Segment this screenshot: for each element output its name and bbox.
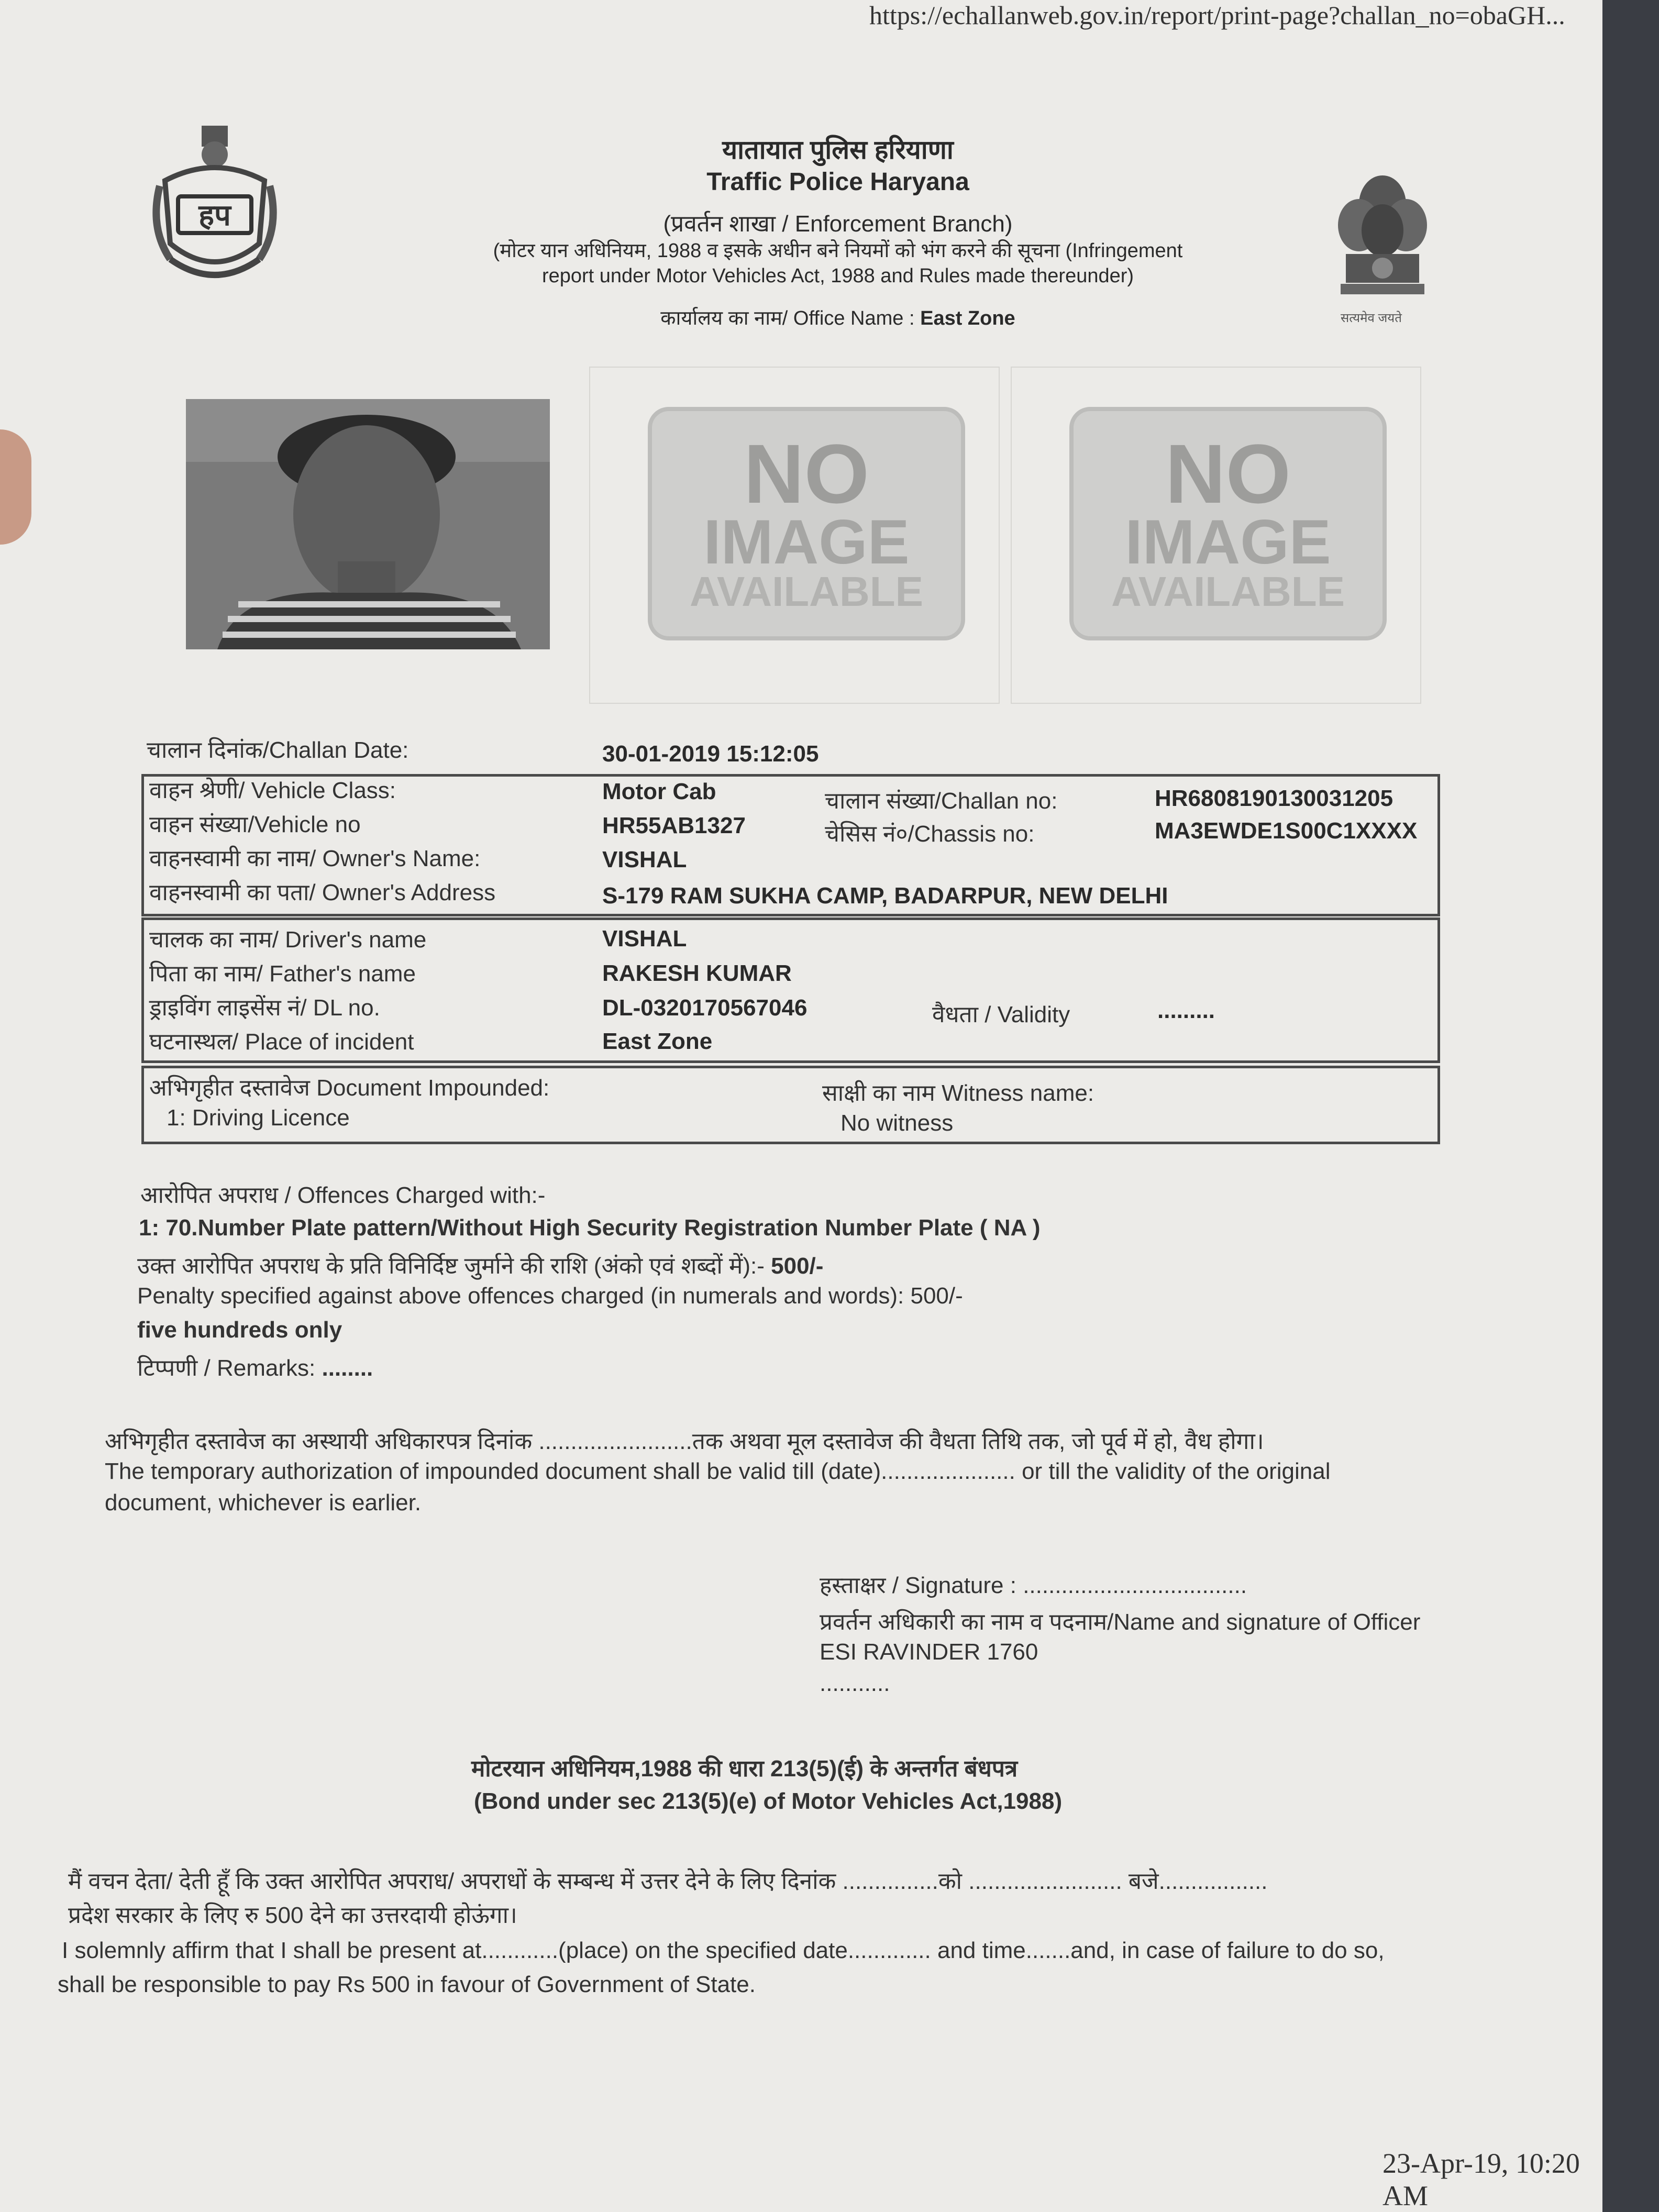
validity-label: वैधता / Validity — [932, 1002, 1070, 1027]
owner-address-label: वाहनस्वामी का पता/ Owner's Address — [149, 880, 496, 905]
witness-value: No witness — [840, 1110, 954, 1136]
penalty-words: five hundreds only — [137, 1317, 342, 1343]
penalty-hindi: उक्त आरोपित अपराध के प्रति विनिर्दिष्ट जुर्माने की राशि (अंको एवं शब्दों में):- 500/- — [137, 1253, 824, 1279]
office-name: कार्यालय का नाम/ Office Name : East Zone — [660, 307, 1015, 329]
haryana-police-emblem-icon — [149, 123, 280, 291]
officer-label: प्रवर्तन अधिकारी का नाम व पदनाम/Name and signature of Officer — [820, 1609, 1421, 1635]
father-name-value: RAKESH KUMAR — [602, 960, 792, 986]
vehicle-no-value: HR55AB1327 — [602, 813, 746, 838]
bond-hindi-1: मैं वचन देता/ देती हूँ कि उक्त आरोपित अपराध/ अपराधों के सम्बन्ध में उत्तर देने के लिए दिनांक ...............को ........................ बजे................. — [68, 1868, 1268, 1894]
offences-heading: आरोपित अपराध / Offences Charged with:- — [140, 1182, 546, 1208]
emblem-caption: सत्यमेव जयते — [1341, 311, 1402, 325]
impounded-value: 1: Driving Licence — [167, 1105, 350, 1131]
authorization-english-2: document, whichever is earlier. — [105, 1490, 422, 1516]
bond-title-english: (Bond under sec 213(5)(e) of Motor Vehicles Act,1988) — [474, 1788, 1063, 1814]
page-shadow — [1602, 0, 1659, 2212]
driver-name-value: VISHAL — [602, 926, 687, 952]
vehicle-no-label: वाहन संख्या/Vehicle no — [149, 812, 361, 837]
offence-item: 1: 70.Number Plate pattern/Without High Security Registration Number Plate ( NA ) — [139, 1215, 1041, 1241]
officer-name: ESI RAVINDER 1760 — [820, 1639, 1038, 1665]
title-hindi: यातायात पुलिस हरियाणा — [722, 135, 954, 164]
authorization-english-1: The temporary authorization of impounded document shall be valid till (date)..................... or till the validity of the original — [105, 1458, 1331, 1484]
bond-english-1: I solemnly affirm that I shall be present at............(place) on the specified date............. and time.......and, in case of failure to do so, — [62, 1938, 1385, 1963]
bond-title-hindi: मोटरयान अधिनियम,1988 की धारा 213(5)(ई) के अन्तर्गत बंधपत्र — [471, 1756, 1018, 1782]
branch-line: (प्रवर्तन शाखा / Enforcement Branch) — [663, 211, 1013, 237]
challan-no-label: चालान संख्या/Challan no: — [825, 788, 1058, 814]
owner-name-value: VISHAL — [602, 847, 687, 872]
penalty-english: Penalty specified against above offences charged (in numerals and words): 500/- — [137, 1283, 963, 1309]
print-timestamp: 23-Apr-19, 10:20 AM — [1382, 2148, 1580, 2211]
authorization-hindi: अभिगृहीत दस्तावेज का अस्थायी अधिकारपत्र दिनांक ........................तक अथवा मूल दस्तावेज की वैधता तिथि तक, जो पूर्व में हो, वैध होगा। — [105, 1429, 1264, 1454]
vehicle-class-label: वाहन श्रेणी/ Vehicle Class: — [149, 778, 396, 803]
dl-no-value: DL-0320170567046 — [602, 995, 808, 1021]
page-url[interactable]: https://echallanweb.gov.in/report/print-page?challan_no=obaGH... — [869, 1, 1565, 30]
owner-name-label: वाहनस्वामी का नाम/ Owner's Name: — [149, 846, 481, 871]
owner-address-value: S-179 RAM SUKHA CAMP, BADARPUR, NEW DELHI — [602, 883, 1168, 909]
image-frame-1 — [589, 367, 1000, 704]
emblem-text: हप — [198, 198, 231, 233]
bond-english-2: shall be responsible to pay Rs 500 in favour of Government of State. — [58, 1972, 756, 1997]
witness-label: साक्षी का नाम Witness name: — [822, 1080, 1094, 1106]
no-image-placeholder: NO IMAGE AVAILABLE — [648, 407, 965, 640]
challan-no-value: HR6808190130031205 — [1155, 786, 1393, 811]
place-label: घटनास्थल/ Place of incident — [149, 1029, 414, 1055]
finger-edge — [0, 429, 31, 545]
chassis-no-value: MA3EWDE1S00C1XXXX — [1155, 818, 1418, 844]
officer-dots: ........... — [820, 1671, 890, 1696]
national-emblem-icon — [1330, 168, 1435, 330]
title-english: Traffic Police Haryana — [706, 168, 969, 196]
challan-date-label: चालान दिनांक/Challan Date: — [147, 737, 409, 763]
place-value: East Zone — [602, 1028, 713, 1054]
chassis-no-label: चेसिस नं०/Chassis no: — [825, 821, 1035, 847]
bond-hindi-2: प्रदेश सरकार के लिए रु 500 देने का उत्तरदायी होऊंगा। — [68, 1903, 517, 1928]
dl-no-label: ड्राइविंग लाइसेंस नं/ DL no. — [149, 995, 380, 1021]
driver-name-label: चालक का नाम/ Driver's name — [149, 927, 427, 953]
impounded-label: अभिगृहीत दस्तावेज Document Impounded: — [149, 1075, 550, 1101]
father-name-label: पिता का नाम/ Father's name — [149, 961, 416, 987]
remarks: टिप्पणी / Remarks: ........ — [137, 1355, 373, 1381]
report-line: (मोटर यान अधिनियम, 1988 व इसके अधीन बने नियमों को भंग करने की सूचना (Infringement report under Motor Vehicles Act, 1988 and Rules made thereunder) — [493, 240, 1183, 287]
signature-line: हस्ताक्षर / Signature : ................................... — [820, 1573, 1247, 1598]
challan-date-value: 30-01-2019 15:12:05 — [602, 741, 819, 767]
validity-value: ......... — [1157, 998, 1215, 1023]
vehicle-class-value: Motor Cab — [602, 779, 716, 804]
image-frame-2 — [1011, 367, 1421, 704]
offender-photo — [186, 399, 550, 649]
no-image-placeholder: NO IMAGE AVAILABLE — [1069, 407, 1387, 640]
